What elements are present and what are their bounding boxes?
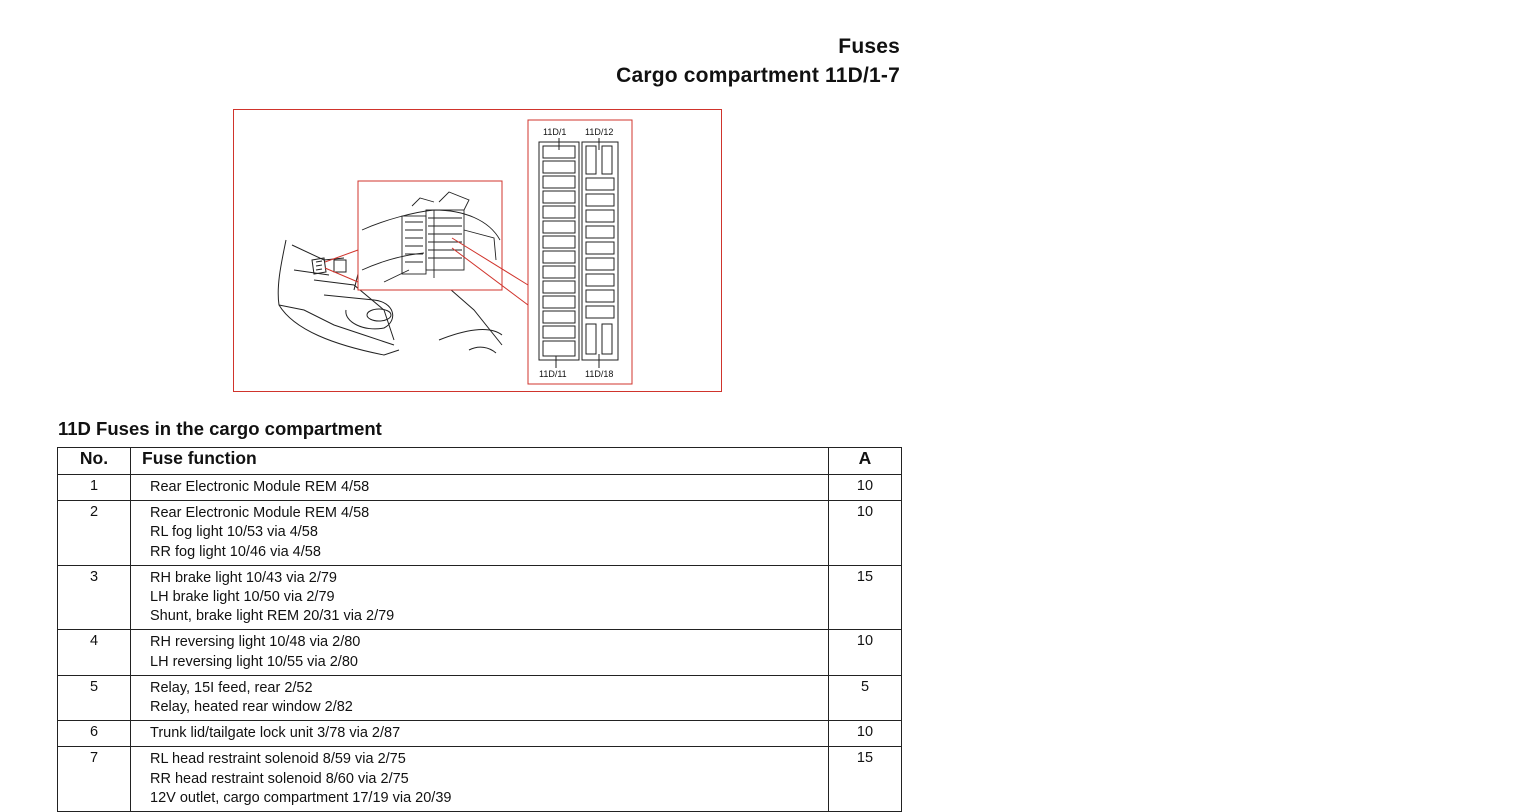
fuse-function-line: Shunt, brake light REM 20/31 via 2/79 bbox=[150, 608, 395, 625]
header-no: No. bbox=[58, 448, 131, 475]
fuse-function-line: LH reversing light 10/55 via 2/80 bbox=[150, 653, 358, 670]
label-11d-18: 11D/18 bbox=[585, 369, 614, 379]
fuse-number: 4 bbox=[58, 630, 131, 675]
page-header bbox=[616, 32, 900, 90]
header-function: Fuse function bbox=[131, 448, 829, 475]
label-11d-1: 11D/1 bbox=[543, 127, 567, 137]
table-row bbox=[58, 721, 902, 747]
label-11d-11: 11D/11 bbox=[539, 369, 567, 379]
fuse-box-location-figure bbox=[233, 109, 722, 392]
fuse-box-illustration bbox=[234, 110, 723, 393]
fuse-function-line: Relay, 15I feed, rear 2/52 bbox=[150, 679, 313, 696]
fuse-table bbox=[57, 447, 902, 812]
fuse-function bbox=[131, 565, 829, 630]
fuse-amperage: 10 bbox=[829, 630, 902, 675]
fuse-amperage: 10 bbox=[829, 501, 902, 566]
fuse-number: 7 bbox=[58, 747, 131, 812]
table-row bbox=[58, 630, 902, 675]
fuse-amperage: 10 bbox=[829, 475, 902, 501]
fuse-amperage: 10 bbox=[829, 721, 902, 747]
fuse-number: 5 bbox=[58, 675, 131, 720]
fuse-function-line: Rear Electronic Module REM 4/58 bbox=[150, 479, 370, 495]
label-11d-12: 11D/12 bbox=[585, 127, 614, 137]
table-row bbox=[58, 675, 902, 720]
fuse-number: 3 bbox=[58, 565, 131, 630]
page-title: Fuses bbox=[838, 35, 900, 58]
table-row bbox=[58, 565, 902, 630]
header-amp: A bbox=[829, 448, 902, 475]
table-header-row bbox=[58, 448, 902, 475]
table-row bbox=[58, 747, 902, 812]
fuse-amperage: 15 bbox=[829, 565, 902, 630]
fuse-function bbox=[131, 630, 829, 675]
fuse-function-line: LH brake light 10/50 via 2/79 bbox=[150, 589, 335, 606]
fuse-function-line: 12V outlet, cargo compartment 17/19 via 20/39 bbox=[150, 789, 452, 806]
fuse-function-line: RL head restraint solenoid 8/59 via 2/75 bbox=[150, 751, 406, 768]
fuse-function-line: Trunk lid/tailgate lock unit 3/78 via 2/87 bbox=[150, 725, 401, 742]
fuse-amperage: 15 bbox=[829, 747, 902, 812]
fuse-function-line: Relay, heated rear window 2/82 bbox=[150, 699, 353, 716]
fuse-function-line: RR fog light 10/46 via 4/58 bbox=[150, 543, 321, 560]
fuse-function bbox=[131, 475, 829, 501]
table-row bbox=[58, 501, 902, 566]
fuse-function bbox=[131, 721, 829, 747]
fuse-function-line: RH reversing light 10/48 via 2/80 bbox=[150, 634, 361, 651]
fuse-function-line: RL fog light 10/53 via 4/58 bbox=[150, 524, 318, 541]
fuse-number: 1 bbox=[58, 475, 131, 501]
page-subtitle: Cargo compartment 11D/1-7 bbox=[616, 64, 900, 87]
fuse-number: 2 bbox=[58, 501, 131, 566]
fuse-function bbox=[131, 747, 829, 812]
fuse-function-line: RR head restraint solenoid 8/60 via 2/75 bbox=[150, 770, 409, 787]
section-title: 11D Fuses in the cargo compartment bbox=[58, 418, 382, 439]
fuse-function-line: RH brake light 10/43 via 2/79 bbox=[150, 569, 337, 586]
table-row bbox=[58, 475, 902, 501]
fuse-amperage: 5 bbox=[829, 675, 902, 720]
fuse-function bbox=[131, 675, 829, 720]
fuse-number: 6 bbox=[58, 721, 131, 747]
fuse-function bbox=[131, 501, 829, 566]
fuse-function-line: Rear Electronic Module REM 4/58 bbox=[150, 505, 370, 522]
fuse-table-body bbox=[58, 475, 902, 812]
